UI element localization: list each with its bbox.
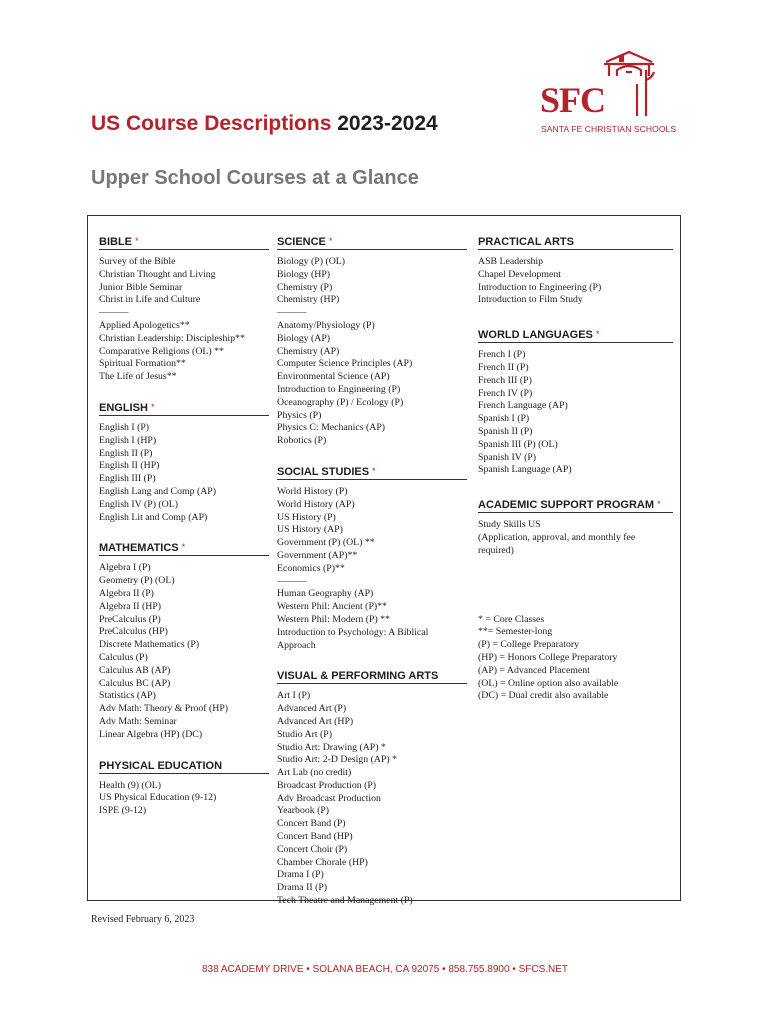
list-item: Introduction to Psychology: A Biblical Approach — [277, 626, 429, 651]
section-social-studies — [277, 466, 467, 652]
list-item: Biology (P) (OL) — [277, 256, 346, 267]
list-item: French IV (P) — [478, 387, 533, 399]
list-item: English I (P) — [99, 421, 150, 433]
list-item: US History (P) — [277, 511, 336, 523]
list-item: ISPE (9-12) — [99, 805, 147, 817]
section-heading: MATHEMATICS * — [99, 542, 269, 556]
section-heading: PHYSICAL EDUCATION — [99, 760, 269, 774]
list-item: Concert Band (P) — [277, 818, 346, 830]
section-heading: SOCIAL STUDIES * — [277, 466, 467, 480]
list-item: Chemistry (P) — [277, 281, 333, 293]
list-item: English III (P) — [99, 473, 156, 485]
list-item: Western Phil: Ancient (P)** — [277, 601, 387, 613]
list-item: Biology (HP) — [277, 268, 331, 280]
legend-item: (OL) = Online option also available — [478, 677, 619, 689]
list-item: Concert Band (HP) — [277, 831, 353, 843]
list-item: Adv Math: Theory & Proof (HP) — [99, 703, 229, 715]
list-item: Introduction to Film Study — [478, 294, 583, 306]
list-item: Drama I (P) — [277, 869, 324, 881]
list-item: US Physical Education (9-12) — [99, 792, 217, 804]
list-item: Physics (P) — [277, 409, 322, 421]
course-list — [478, 256, 673, 307]
list-item: Discrete Mathematics (P) — [99, 639, 200, 651]
list-item: (Application, approval, and monthly fee required) — [478, 531, 636, 556]
course-list — [277, 486, 467, 652]
list-item: Christian Leadership: Discipleship** — [99, 332, 245, 344]
list-item: Biology (AP) — [277, 332, 331, 344]
list-item: Health (9) (OL) — [99, 779, 162, 791]
section-heading: WORLD LANGUAGES * — [478, 329, 673, 343]
list-item: Calculus (P) — [99, 651, 148, 663]
list-item: Western Phil: Modern (P) ** — [277, 613, 390, 625]
list-item: Junior Bible Seminar — [99, 281, 183, 293]
list-item: Spanish II (P) — [478, 425, 533, 437]
list-item: English Lit and Comp (AP) — [99, 511, 208, 523]
list-item: French II (P) — [478, 361, 529, 373]
list-item: Spanish III (P) (OL) — [478, 438, 558, 450]
list-item: Adv Math: Seminar — [99, 715, 177, 727]
list-item: Spanish Language (AP) — [478, 464, 572, 476]
section-english — [99, 402, 269, 524]
section-bible — [99, 236, 269, 384]
column-2 — [277, 236, 467, 926]
course-list — [99, 780, 269, 818]
page-title — [91, 112, 438, 136]
page-subtitle: Upper School Courses at a Glance — [91, 167, 419, 189]
list-item: Chamber Chorale (HP) — [277, 856, 368, 868]
course-list — [277, 690, 467, 908]
revised-date: Revised February 6, 2023 — [91, 914, 195, 925]
section-academic-support — [478, 499, 673, 557]
list-item: World History (AP) — [277, 498, 355, 510]
course-list — [99, 562, 269, 741]
list-item: ——— — [277, 575, 307, 587]
list-item: Robotics (P) — [277, 435, 327, 447]
course-list — [99, 256, 269, 384]
list-item: PreCalculus (P) — [99, 613, 161, 625]
section-physical-education — [99, 760, 269, 818]
list-item: US History (AP) — [277, 524, 343, 536]
column-1 — [99, 236, 269, 836]
list-item: English Lang and Comp (AP) — [99, 485, 217, 497]
section-heading: ENGLISH * — [99, 402, 269, 416]
section-heading: BIBLE * — [99, 236, 269, 250]
list-item: Spanish IV (P) — [478, 451, 537, 463]
logo-text: SFC — [540, 80, 606, 120]
legend-item: (P) = College Preparatory — [478, 639, 580, 651]
list-item: Studio Art (P) — [277, 728, 332, 740]
list-item: Algebra I (P) — [99, 562, 151, 574]
list-item: Studio Art: Drawing (AP) * — [277, 741, 386, 753]
list-item: Algebra II (P) — [99, 587, 154, 599]
list-item: Introduction to Engineering (P) — [478, 281, 602, 293]
list-item: The Life of Jesus** — [99, 371, 177, 383]
list-item: Economics (P)** — [277, 562, 345, 574]
logo-subtext: SANTA FE CHRISTIAN SCHOOLS — [541, 124, 677, 134]
list-item: Human Geography (AP) — [277, 588, 374, 600]
column-3 — [478, 236, 673, 721]
list-item: Studio Art: 2-D Design (AP) * — [277, 754, 398, 766]
list-item: English II (HP) — [99, 460, 160, 472]
section-mathematics — [99, 542, 269, 741]
list-item: Government (P) (OL) ** — [277, 537, 375, 549]
list-item: PreCalculus (HP) — [99, 626, 168, 638]
list-item: Study Skills US — [478, 519, 541, 531]
list-item: ——— — [99, 307, 129, 319]
list-item: Spanish I (P) — [478, 413, 530, 425]
list-item: World History (P) — [277, 485, 348, 497]
list-item: Environmental Science (AP) — [277, 371, 390, 383]
section-heading: PRACTICAL ARTS — [478, 236, 673, 250]
list-item: Concert Choir (P) — [277, 843, 348, 855]
list-item: Survey of the Bible — [99, 256, 176, 267]
list-item: Comparative Religions (OL) ** — [99, 345, 224, 357]
title-year: 2023-2024 — [337, 112, 438, 135]
list-item: Adv Broadcast Production — [277, 792, 381, 804]
section-world-languages — [478, 329, 673, 477]
legend-item: **= Semester-long — [478, 626, 553, 638]
list-item: Government (AP)** — [277, 549, 358, 561]
course-list — [478, 349, 673, 477]
list-item: Advanced Art (P) — [277, 703, 347, 715]
section-practical-arts — [478, 236, 673, 307]
list-item: ——— — [277, 307, 307, 319]
list-item: English II (P) — [99, 447, 153, 459]
list-item: Yearbook (P) — [277, 805, 330, 817]
list-item: French Language (AP) — [478, 400, 568, 412]
list-item: Calculus AB (AP) — [99, 664, 171, 676]
title-text: US Course Descriptions — [91, 112, 332, 135]
list-item: Calculus BC (AP) — [99, 677, 171, 689]
list-item: Chemistry (AP) — [277, 345, 340, 357]
course-list — [99, 422, 269, 524]
section-visual-performing-arts — [277, 670, 467, 908]
list-item: Computer Science Principles (AP) — [277, 358, 413, 370]
legend-list — [478, 614, 673, 704]
list-item: Linear Algebra (HP) (DC) — [99, 728, 203, 740]
list-item: Applied Apologetics** — [99, 319, 190, 331]
list-item: Art I (P) — [277, 690, 311, 702]
list-item: Physics C: Mechanics (AP) — [277, 422, 386, 434]
list-item: Algebra II (HP) — [99, 600, 162, 612]
course-list — [277, 256, 467, 448]
section-heading: ACADEMIC SUPPORT PROGRAM * — [478, 499, 673, 513]
list-item: Drama II (P) — [277, 882, 328, 894]
legend-item: (HP) = Honors College Preparatory — [478, 651, 618, 663]
legend-item: (AP) = Advanced Placement — [478, 664, 590, 676]
list-item: Tech Theatre and Management (P) — [277, 895, 413, 907]
list-item: Chemistry (HP) — [277, 294, 340, 306]
list-item: French I (P) — [478, 349, 526, 361]
section-heading: VISUAL & PERFORMING ARTS — [277, 670, 467, 684]
legend-item: * = Core Classes — [478, 613, 545, 625]
legend — [478, 614, 673, 704]
list-item: Christ in Life and Culture — [99, 294, 201, 306]
list-item: English I (HP) — [99, 434, 157, 446]
legend-item: (DC) = Dual credit also available — [478, 690, 609, 702]
list-item: Chapel Development — [478, 268, 561, 280]
course-list — [478, 519, 673, 557]
list-item: Christian Thought and Living — [99, 268, 216, 280]
list-item: Art Lab (no credit) — [277, 767, 352, 779]
list-item: Geometry (P) (OL) — [99, 575, 175, 587]
section-science — [277, 236, 467, 448]
list-item: French III (P) — [478, 374, 532, 386]
list-item: Introduction to Engineering (P) — [277, 383, 401, 395]
list-item: ASB Leadership — [478, 256, 544, 267]
list-item: Statistics (AP) — [99, 690, 156, 702]
list-item: English IV (P) (OL) — [99, 498, 179, 510]
list-item: Spiritual Formation** — [99, 358, 186, 370]
section-heading: SCIENCE * — [277, 236, 467, 250]
list-item: Advanced Art (HP) — [277, 715, 354, 727]
list-item: Broadcast Production (P) — [277, 779, 377, 791]
list-item: Oceanography (P) / Ecology (P) — [277, 396, 404, 408]
list-item: Anatomy/Physiology (P) — [277, 319, 375, 331]
footer-address: 838 ACADEMY DRIVE • SOLANA BEACH, CA 92075 • 858.755.8900 • SFCS.NET — [201, 964, 569, 975]
